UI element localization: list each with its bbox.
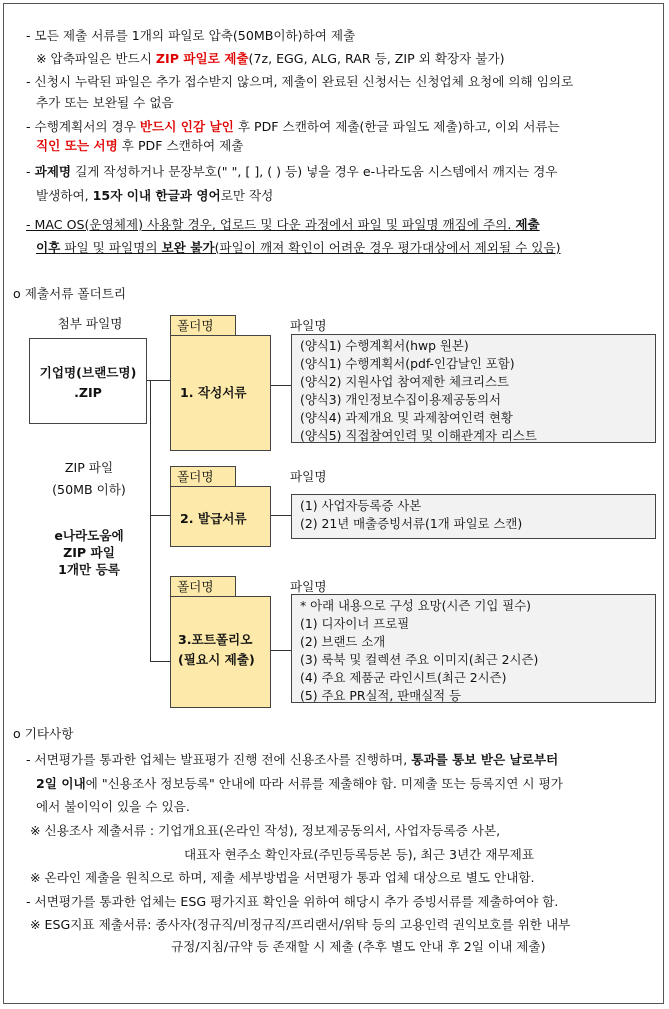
file-header-3: 파일명: [290, 579, 327, 594]
zip-file-box: [29, 338, 147, 424]
misc-1: - 서면평가를 통과한 업체는 발표평가 진행 전에 신용조사를 진행하며, 통과를 통보 받은 날로부터: [26, 752, 559, 767]
folder-2-label: 2. 발급서류: [180, 511, 247, 526]
connector-files-2: [271, 515, 291, 516]
folder-3-label-2: (필요시 제출): [178, 652, 255, 667]
rule-3-cont: 추가 또는 보완될 수 없음: [36, 95, 174, 110]
zip-note-1: ZIP 파일: [64, 460, 114, 475]
attach-col-header: 첨부 파일명: [57, 316, 123, 331]
zip-name-line1: 기업명(브랜드명): [39, 365, 137, 380]
file-item: (양식1) 수행계획서(hwp 원본): [300, 338, 469, 353]
file-item: (양식3) 개인정보수집이용제공동의서: [300, 392, 502, 407]
folder-3-tab: 폴더명: [170, 576, 236, 597]
connector-files-3: [271, 650, 291, 651]
misc-heading: o 기타사항: [13, 726, 74, 741]
enara-note-2: ZIP 파일: [63, 545, 115, 560]
file-item: (양식2) 지원사업 참여제한 체크리스트: [300, 374, 509, 389]
rule-1: - 모든 제출 서류를 1개의 파일로 압축(50MB이하)하여 제출: [26, 28, 356, 43]
misc-2-cont: 대표자 현주소 확인자료(주민등록등본 등), 최근 3년간 재무제표: [184, 847, 535, 862]
zip-note-2: (50MB 이하): [52, 482, 126, 497]
rule-4: - 수행계획서의 경우 반드시 인감 날인 후 PDF 스캔하여 제출(한글 파일도 제출)하고, 이외 서류는: [26, 119, 560, 134]
misc-3: ※ 온라인 제출을 원칙으로 하며, 제출 세부방법을 서면평가 통과 업체 대상으로 별도 안내함.: [30, 870, 535, 885]
connector-trunk: [150, 380, 151, 661]
tree-heading: o 제출서류 폴더트리: [13, 286, 127, 301]
folder-1-label: 1. 작성서류: [180, 385, 247, 400]
folder-1-tab: 폴더명: [170, 315, 236, 336]
file-item: (양식5) 직접참여인력 및 이해관계자 리스트: [300, 428, 537, 443]
zip-name-line2: .ZIP: [74, 385, 102, 400]
connector-folder-3: [150, 661, 170, 662]
rule-4-cont: 직인 또는 서명 후 PDF 스캔하여 제출: [36, 138, 244, 153]
rule-2: ※ 압축파일은 반드시 ZIP 파일로 제출(7z, EGG, ALG, RAR 등, ZIP 외 확장자 불가): [36, 51, 505, 66]
file-item: (1) 디자이너 프로필: [300, 616, 410, 631]
rule-6-cont: 이후 파일 및 파일명의 보완 불가(파일이 깨져 확인이 어려운 경우 평가대상에서 제외될 수 있음): [36, 240, 561, 255]
misc-4: - 서면평가를 통과한 업체는 ESG 평가지표 확인을 위하여 해당시 추가 증빙서류를 제출하여야 함.: [26, 894, 559, 909]
file-list-3: [291, 594, 656, 703]
misc-1-cont: 2일 이내에 "신용조사 정보등록" 안내에 따라 서류를 제출해야 함. 미제출 또는 등록지연 시 평가: [36, 776, 563, 791]
connector-folder-2: [150, 515, 170, 516]
misc-1-cont2: 에서 불이익이 있을 수 있음.: [36, 799, 190, 814]
rule-5: - 과제명 길게 작성하거나 문장부호(" ", [ ], ( ) 등) 넣을 경우 e-나라도움 시스템에서 깨지는 경우: [26, 164, 558, 179]
file-header-2: 파일명: [290, 469, 327, 484]
enara-note-1: e나라도움에: [54, 528, 124, 543]
rule-5-cont: 발생하여, 15자 이내 한글과 영어로만 작성: [36, 188, 274, 203]
connector-files-1: [271, 385, 291, 386]
file-item: (2) 브랜드 소개: [300, 634, 386, 649]
misc-2: ※ 신용조사 제출서류 : 기업개요표(온라인 작성), 정보제공동의서, 사업자등록증 사본,: [30, 823, 501, 838]
enara-note-3: 1개만 등록: [58, 562, 120, 577]
file-item: * 아래 내용으로 구성 요망(시즌 기입 필수): [300, 598, 532, 613]
file-item: (4) 주요 제품군 라인시트(최근 2시즌): [300, 670, 507, 685]
file-item: (5) 주요 PR실적, 판매실적 등: [300, 688, 462, 703]
file-item: (양식4) 과제개요 및 과제참여인력 현황: [300, 410, 513, 425]
misc-5: ※ ESG지표 제출서류: 종사자(정규직/비정규직/프리랜서/위탁 등의 고용인력 권익보호를 위한 내부: [30, 917, 571, 932]
file-list-2: [291, 494, 656, 539]
folder-3-label-1: 3.포트폴리오: [178, 632, 253, 647]
rule-6: - MAC OS(운영체제) 사용할 경우, 업로드 및 다운 과정에서 파일 및 파일명 깨짐에 주의. 제출: [26, 217, 540, 232]
file-item: (2) 21년 매출증빙서류(1개 파일로 스캔): [300, 516, 523, 531]
file-item: (3) 룩북 및 컬렉션 주요 이미지(최근 2시즌): [300, 652, 539, 667]
misc-5-cont: 규정/지침/규약 등 존재할 시 제출 (추후 별도 안내 후 2일 이내 제출): [171, 939, 546, 954]
file-item: (양식1) 수행계획서(pdf-인감날인 포함): [300, 356, 515, 371]
file-list-1: [291, 334, 656, 443]
folder-2-tab: 폴더명: [170, 466, 236, 487]
file-item: (1) 사업자등록증 사본: [300, 498, 422, 513]
rule-3: - 신청시 누락된 파일은 추가 접수받지 않으며, 제출이 완료된 신청서는 신청업체 요청에 의해 임의로: [26, 74, 574, 89]
file-header-1: 파일명: [290, 318, 327, 333]
